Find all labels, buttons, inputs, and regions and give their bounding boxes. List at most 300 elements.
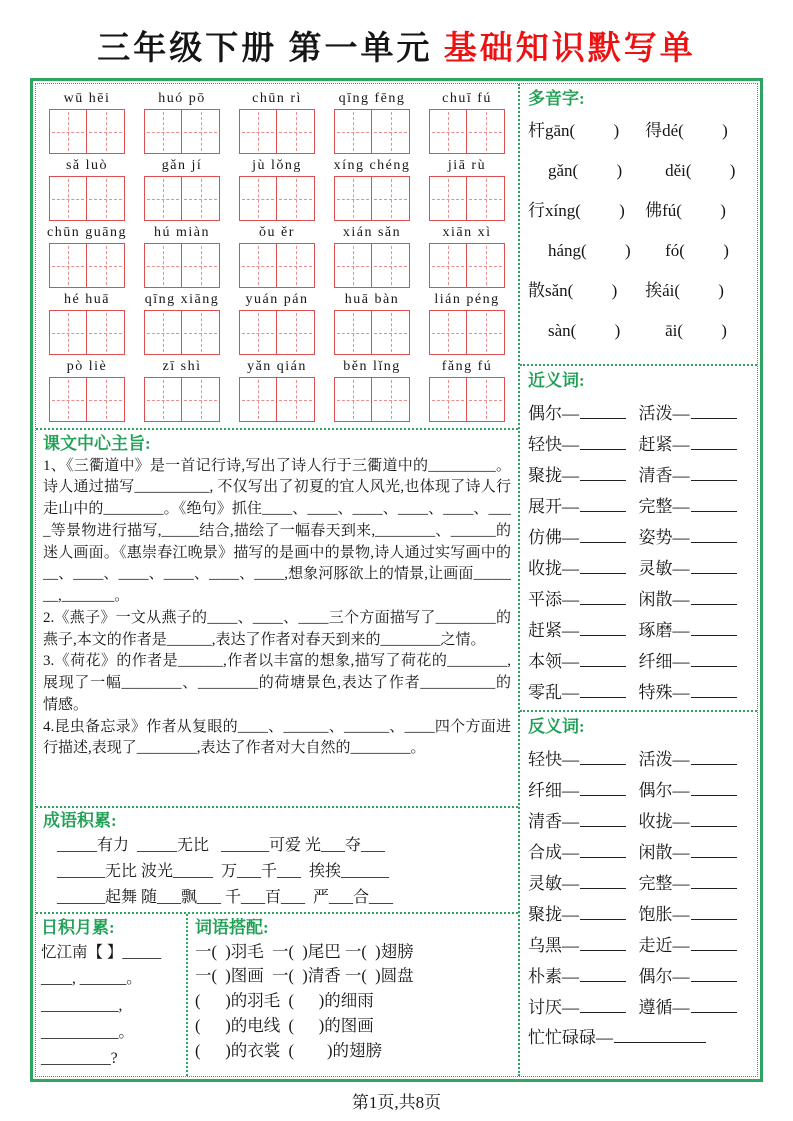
polyphone-section [520, 84, 757, 366]
theme-paragraph-3: 3.《荷花》的作者是______,作者以丰富的想象,描写了荷花的________,展现了一幅________、________的荷塘景色,表达了作者__________的情感。 [43, 653, 511, 713]
polyphone-row [528, 151, 749, 191]
synonym-item [528, 647, 639, 672]
pinyin-label: ǒu ěr [259, 225, 295, 240]
writing-grid [49, 377, 125, 422]
writing-grid-cell [87, 109, 125, 154]
writing-grid [49, 176, 125, 221]
writing-grid-cell [429, 176, 467, 221]
polyphone-entry: 散sǎn( ) [528, 280, 618, 300]
polyphone-row [528, 191, 749, 231]
theme-paragraph-4: 4.昆虫备忘录》作者从复眼的____、______、______、____四个方面进行描述,表现了________,表达了作者对大自然的________。 [43, 718, 511, 757]
synonym-item [639, 678, 750, 703]
collocation-line: ( )的羽毛 ( )的细雨 [195, 991, 374, 1011]
synonym-word: 赶紧— [528, 620, 579, 640]
writing-grid-cell [334, 377, 372, 422]
antonym-word: 遵循— [638, 997, 690, 1017]
answer-blank [691, 649, 737, 667]
writing-grid-cell [372, 243, 410, 288]
writing-grid-cell [49, 243, 87, 288]
writing-grid-cell [182, 310, 220, 355]
answer-blank [580, 494, 626, 512]
pinyin-row [38, 89, 516, 154]
pinyin-word-group [41, 290, 133, 355]
writing-grid-cell [49, 310, 87, 355]
polyphone-entry: 佛fú( ) [645, 200, 726, 220]
answer-blank [580, 871, 626, 889]
pinyin-word-group [326, 89, 418, 154]
answer-blank [691, 995, 737, 1013]
writing-grid [334, 377, 410, 422]
pinyin-word-group [421, 357, 513, 422]
answer-blank [580, 680, 626, 698]
antonym-word: 完整— [638, 873, 690, 893]
pinyin-label: lián péng [434, 292, 500, 307]
writing-grid-cell [429, 310, 467, 355]
text-theme-section [36, 430, 518, 809]
synonym-word: 仿佛— [528, 527, 579, 547]
writing-grid [429, 109, 505, 154]
pinyin-word-group [421, 223, 513, 288]
pinyin-label: běn lǐng [343, 359, 401, 374]
antonym-item [528, 838, 639, 863]
pinyin-label: pò liè [66, 359, 108, 374]
section-heading-dapei: 词语搭配: [195, 917, 269, 937]
antonym-word: 乌黑— [528, 935, 579, 955]
pinyin-word-group [421, 89, 513, 154]
writing-grid [239, 310, 315, 355]
section-heading-chengyu: 成语积累: [43, 811, 117, 831]
pinyin-word-group [326, 223, 418, 288]
idiom-line: ______无比 波光_____ 万___千___ 挨挨______ [57, 863, 390, 881]
writing-grid-cell [239, 176, 277, 221]
pinyin-dictation-section [36, 84, 518, 430]
answer-blank [691, 871, 737, 889]
synonym-word: 偶尔— [528, 403, 579, 423]
answer-blank [691, 401, 737, 419]
pinyin-word-group [136, 89, 228, 154]
theme-paragraph-2: 2.《燕子》一文从燕子的____、____、____三个方面描写了________的燕子,本文的作者是______,表达了作者对春天到来的________之情。 [43, 609, 511, 648]
writing-grid-cell [372, 176, 410, 221]
antonym-section [520, 712, 757, 1076]
synonym-word: 轻快— [528, 434, 579, 454]
polyphone-entry: háng( ) [548, 240, 631, 260]
antonym-item [528, 776, 639, 801]
antonym-item [528, 993, 639, 1018]
pinyin-word-group [41, 223, 133, 288]
writing-grid [239, 243, 315, 288]
polyphone-row [528, 231, 749, 271]
antonym-row [528, 894, 749, 925]
answer-blank [691, 809, 737, 827]
synonym-word: 琢磨— [638, 620, 690, 640]
synonym-row [528, 455, 749, 486]
writing-grid-cell [277, 109, 315, 154]
answer-blank [691, 840, 737, 858]
antonym-last-item [528, 1018, 749, 1058]
polyphone-entry: 挨ái( ) [645, 280, 724, 300]
writing-grid-cell [334, 310, 372, 355]
synonym-word: 本领— [528, 651, 579, 671]
writing-grid-cell [429, 243, 467, 288]
writing-grid-cell [87, 377, 125, 422]
answer-blank [580, 525, 626, 543]
answer-blank [580, 964, 626, 982]
poem-line: __________, [41, 997, 123, 1015]
pinyin-label: jiā rù [447, 158, 487, 173]
synonym-item [528, 554, 639, 579]
writing-grid-cell [372, 109, 410, 154]
poem-line: _________? [41, 1050, 118, 1068]
pinyin-label: chūn guāng [47, 225, 127, 240]
pinyin-label: jù lǒng [252, 158, 302, 173]
writing-grid [144, 243, 220, 288]
theme-paragraph-1: 1、《三衢道中》是一首记行诗,写出了诗人行于三衢道中的_________。诗人通过描写__________, 不仅写出了初夏的宜人风光,也体现了诗人行走山中的________。《绝句》抓住____、____、____、____、____、____等景物进行描写,_____结合,描绘了一幅春天到来,________、______的迷人画面。《惠崇春江晚景》描写的是画中的景物,诗人通过实写画中的__、____、____、____、____、____,想象河豚欲上的情景,让画面_______,_______。 [43, 457, 511, 605]
antonym-row [528, 832, 749, 863]
answer-blank [580, 618, 626, 636]
writing-grid [334, 243, 410, 288]
pinyin-label: qīng fēng [338, 91, 406, 106]
pinyin-word-group [41, 89, 133, 154]
writing-grid-cell [467, 176, 505, 221]
writing-grid-cell [144, 109, 182, 154]
synonym-item [528, 461, 639, 486]
writing-grid-cell [144, 176, 182, 221]
synonym-word: 清香— [638, 465, 690, 485]
writing-grid [429, 377, 505, 422]
writing-grid-cell [182, 176, 220, 221]
antonym-item [639, 807, 750, 832]
writing-grid-cell [467, 310, 505, 355]
synonym-word: 零乱— [528, 682, 579, 702]
antonym-item [639, 900, 750, 925]
synonym-row [528, 641, 749, 672]
answer-blank [580, 840, 626, 858]
section-heading-jinyici: 近义词: [528, 371, 585, 390]
left-column [36, 84, 518, 1076]
answer-blank [580, 747, 626, 765]
antonym-item [639, 931, 750, 956]
synonym-word: 灵敏— [638, 558, 690, 578]
pinyin-word-group [136, 223, 228, 288]
synonym-word: 纤细— [638, 651, 690, 671]
collocation-line: ( )的电线 ( )的图画 [195, 1015, 374, 1035]
writing-grid [49, 310, 125, 355]
answer-blank [691, 902, 737, 920]
writing-grid-cell [277, 377, 315, 422]
antonym-item [528, 745, 639, 770]
antonym-word: 合成— [528, 842, 579, 862]
synonym-word: 闲散— [638, 589, 690, 609]
writing-grid-cell [239, 377, 277, 422]
answer-blank [691, 778, 737, 796]
synonym-row [528, 393, 749, 424]
synonym-row [528, 486, 749, 517]
polyphone-entry: 杆gān( ) [528, 120, 620, 140]
worksheet-frame [30, 78, 763, 1082]
answer-blank [691, 618, 737, 636]
pinyin-label: huó pō [158, 91, 206, 106]
synonym-word: 姿势— [638, 527, 690, 547]
idiom-line: ______起舞 随___飘___ 千___百___ 严___合___ [57, 889, 394, 907]
page-title-black: 三年级下册 第一单元 [97, 31, 444, 67]
polyphone-row [528, 271, 749, 311]
pinyin-word-group [231, 290, 323, 355]
answer-blank [691, 587, 737, 605]
answer-blank [580, 902, 626, 920]
antonym-item [528, 931, 639, 956]
antonym-row [528, 770, 749, 801]
pinyin-word-group [136, 156, 228, 221]
writing-grid [239, 109, 315, 154]
pinyin-label: xián sǎn [342, 225, 402, 240]
synonym-section [520, 366, 757, 712]
writing-grid-cell [277, 310, 315, 355]
pinyin-row [38, 156, 516, 221]
synonym-item [639, 585, 750, 610]
polyphone-entry: āi( ) [665, 320, 727, 340]
pinyin-label: xiān xì [442, 225, 492, 240]
writing-grid-cell [372, 377, 410, 422]
answer-blank [691, 463, 737, 481]
antonym-item [528, 807, 639, 832]
page-title-red: 基础知识默写单 [443, 31, 696, 67]
writing-grid-cell [334, 243, 372, 288]
antonym-item [639, 776, 750, 801]
synonym-item [639, 647, 750, 672]
antonym-word: 偶尔— [638, 966, 690, 986]
writing-grid-cell [467, 109, 505, 154]
collocation-line: ( )的衣裳 ( )的翅膀 [195, 1040, 382, 1060]
synonym-item [639, 523, 750, 548]
writing-grid-cell [49, 377, 87, 422]
antonym-word: 走近— [638, 935, 690, 955]
writing-grid [239, 377, 315, 422]
synonym-item [528, 430, 639, 455]
pinyin-label: huā bàn [344, 292, 400, 307]
writing-grid-cell [144, 310, 182, 355]
antonym-row [528, 739, 749, 770]
writing-grid-cell [239, 109, 277, 154]
antonym-word: 忙忙碌碌— [528, 1027, 613, 1047]
synonym-item [528, 523, 639, 548]
page-footer: 第1页,共8页 [351, 1093, 442, 1112]
writing-grid-cell [49, 109, 87, 154]
section-heading-fanyici: 反义词: [528, 717, 585, 736]
antonym-item [639, 869, 750, 894]
pinyin-label: chuī fú [442, 91, 492, 106]
poem-line: __________。 [41, 1023, 135, 1041]
writing-grid-cell [429, 109, 467, 154]
antonym-row [528, 956, 749, 987]
writing-grid-cell [49, 176, 87, 221]
antonym-item [528, 962, 639, 987]
answer-blank [691, 747, 737, 765]
synonym-word: 完整— [638, 496, 690, 516]
synonym-item [528, 585, 639, 610]
answer-blank [580, 649, 626, 667]
writing-grid-cell [87, 310, 125, 355]
writing-grid-cell [144, 243, 182, 288]
collocation-line: 一( )羽毛 一( )尾巴 一( )翅膀 [195, 941, 414, 961]
synonym-word: 聚拢— [528, 465, 579, 485]
synonym-row [528, 579, 749, 610]
antonym-item [639, 993, 750, 1018]
writing-grid-cell [87, 176, 125, 221]
writing-grid [239, 176, 315, 221]
answer-blank [580, 995, 626, 1013]
polyphone-entry: sàn( ) [548, 320, 621, 340]
synonym-item [639, 492, 750, 517]
answer-blank [691, 933, 737, 951]
synonym-item [528, 399, 639, 424]
antonym-word: 灵敏— [528, 873, 579, 893]
answer-blank [580, 463, 626, 481]
polyphone-entry: fó( ) [665, 240, 729, 260]
writing-grid [334, 109, 410, 154]
synonym-row [528, 672, 749, 703]
writing-grid-cell [144, 377, 182, 422]
antonym-item [528, 900, 639, 925]
antonym-word: 活泼— [638, 749, 690, 769]
pinyin-word-group [326, 290, 418, 355]
pinyin-word-group [41, 156, 133, 221]
antonym-word: 收拢— [638, 811, 690, 831]
writing-grid [144, 377, 220, 422]
synonym-item [528, 492, 639, 517]
synonym-item [528, 616, 639, 641]
writing-grid-cell [277, 176, 315, 221]
pinyin-label: hú miàn [154, 225, 210, 240]
synonym-word: 活泼— [638, 403, 690, 423]
answer-blank [691, 432, 737, 450]
antonym-row [528, 801, 749, 832]
synonym-row [528, 610, 749, 641]
polyphone-row [528, 311, 749, 351]
writing-grid [429, 243, 505, 288]
writing-grid-cell [334, 176, 372, 221]
writing-grid-cell [334, 109, 372, 154]
pinyin-label: hé huā [64, 292, 110, 307]
bottom-row [36, 914, 518, 1076]
writing-grid [429, 176, 505, 221]
pinyin-label: zī shì [162, 359, 202, 374]
antonym-row [528, 925, 749, 956]
writing-grid-cell [182, 243, 220, 288]
synonym-word: 特殊— [638, 682, 690, 702]
antonym-word: 朴素— [528, 966, 579, 986]
right-column [518, 84, 757, 1076]
writing-grid-cell [467, 243, 505, 288]
collocation-line: 一( )图画 一( )清香 一( )圆盘 [195, 966, 414, 986]
pinyin-row [38, 357, 516, 422]
synonym-item [528, 678, 639, 703]
writing-grid [144, 109, 220, 154]
writing-grid-cell [467, 377, 505, 422]
antonym-row [528, 863, 749, 894]
polyphone-entry: 行xíng( ) [528, 200, 625, 220]
polyphone-entry: gǎn( ) [548, 160, 623, 180]
section-heading-duoyinzi: 多音字: [528, 89, 585, 108]
antonym-word: 聚拢— [528, 904, 579, 924]
answer-blank [691, 525, 737, 543]
answer-blank [580, 809, 626, 827]
antonym-item [528, 869, 639, 894]
pinyin-row [38, 223, 516, 288]
synonym-word: 赶紧— [638, 434, 690, 454]
pinyin-label: qīng xiāng [144, 292, 220, 307]
writing-grid [144, 176, 220, 221]
pinyin-label: fǎng fú [441, 359, 493, 374]
answer-blank [580, 587, 626, 605]
poem-line: ____, ______。 [41, 970, 142, 988]
antonym-word: 讨厌— [528, 997, 579, 1017]
writing-grid-cell [239, 310, 277, 355]
writing-grid [334, 310, 410, 355]
pinyin-label: gǎn jí [161, 158, 203, 173]
polyphone-row [528, 111, 749, 151]
pinyin-word-group [421, 290, 513, 355]
synonym-item [639, 399, 750, 424]
word-collocation-section [188, 914, 518, 1076]
pinyin-word-group [421, 156, 513, 221]
writing-grid-cell [429, 377, 467, 422]
pinyin-label: chūn rì [252, 91, 302, 106]
poem-line: 忆江南【 】_____ [41, 943, 162, 961]
pinyin-label: sǎ luò [65, 158, 109, 173]
antonym-item [639, 838, 750, 863]
pinyin-word-group [231, 223, 323, 288]
antonym-word: 纤细— [528, 780, 579, 800]
antonym-word: 闲散— [638, 842, 690, 862]
antonym-item [639, 962, 750, 987]
synonym-item [639, 461, 750, 486]
antonym-word: 轻快— [528, 749, 579, 769]
synonym-word: 平添— [528, 589, 579, 609]
section-heading-riji: 日积月累: [41, 917, 115, 937]
answer-blank [580, 556, 626, 574]
antonym-word: 偶尔— [638, 780, 690, 800]
daily-accumulation-section [36, 914, 188, 1076]
synonym-word: 展开— [528, 496, 579, 516]
pinyin-row [38, 290, 516, 355]
section-heading-zhongxin: 课文中心主旨: [43, 433, 151, 453]
idiom-line: _____有力 _____无比 ______可爱 光___夺___ [57, 837, 386, 855]
writing-grid [49, 243, 125, 288]
writing-grid-cell [182, 377, 220, 422]
answer-blank [691, 964, 737, 982]
synonym-item [639, 430, 750, 455]
idiom-section [36, 808, 518, 913]
pinyin-label: wū hēi [63, 91, 111, 106]
writing-grid-cell [277, 243, 315, 288]
pinyin-word-group [41, 357, 133, 422]
polyphone-entry: 得dé( ) [645, 120, 728, 140]
synonym-word: 收拢— [528, 558, 579, 578]
writing-grid-cell [239, 243, 277, 288]
antonym-row [528, 987, 749, 1018]
antonym-word: 清香— [528, 811, 579, 831]
pinyin-word-group [326, 357, 418, 422]
writing-grid [144, 310, 220, 355]
worksheet-frame-inner [35, 83, 758, 1077]
writing-grid [49, 109, 125, 154]
polyphone-entry: děi( ) [665, 160, 736, 180]
answer-blank [580, 401, 626, 419]
answer-blank [580, 778, 626, 796]
synonym-item [639, 554, 750, 579]
pinyin-word-group [136, 290, 228, 355]
synonym-row [528, 548, 749, 579]
